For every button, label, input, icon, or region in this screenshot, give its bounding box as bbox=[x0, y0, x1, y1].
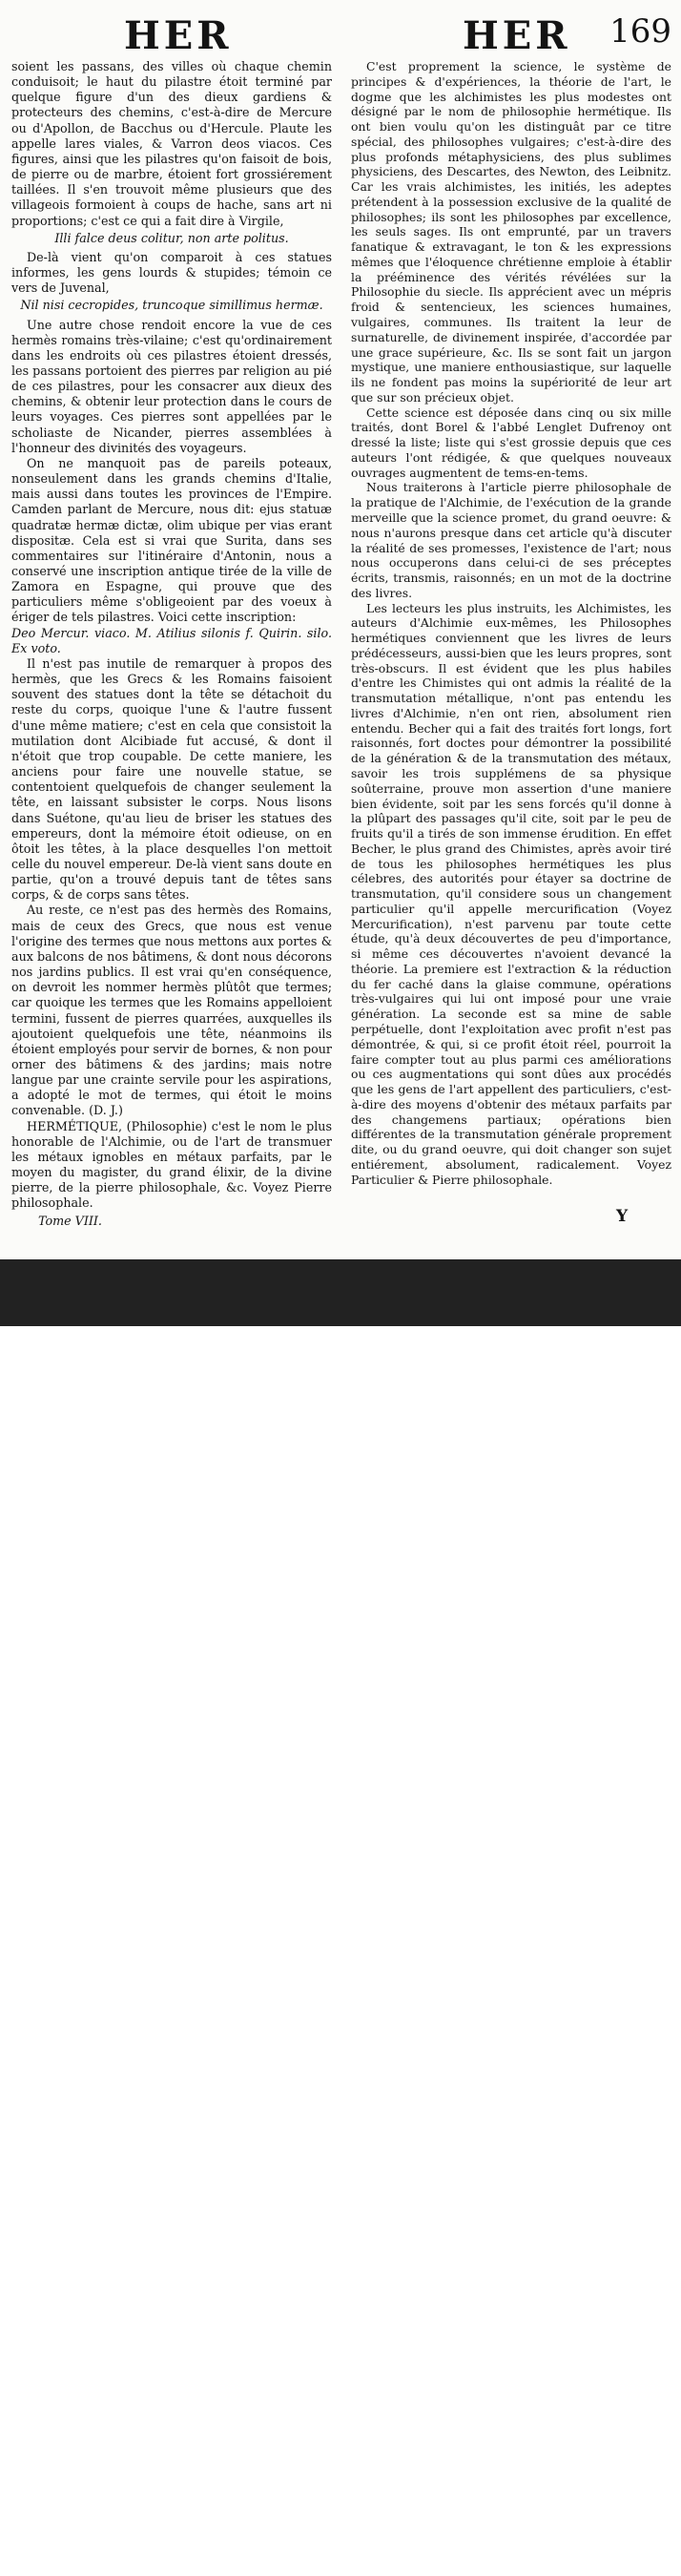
watermark-bar bbox=[0, 1259, 681, 2576]
running-head-right: HER bbox=[463, 13, 571, 58]
paragraph: De-là vient qu'on comparoit à ces statues informes, les gens lourds & stupides; témoin ce vers de Juvenal, bbox=[11, 249, 332, 296]
book-page bbox=[0, 0, 681, 1259]
paragraph: Les lecteurs les plus instruits, les Alchimistes, les auteurs d'Alchimie eux-mêmes, les Philosophes hermétiques conviennent que les livres de leurs prédécesseurs, aussi-bien que les leurs propres, sont très-obscurs. Il est évident que les plus habiles d'entre les Chimistes qui ont admis la réalité de la transmutation métallique, n'ont pas entendu les livres d'Alchimie, n'en ont rien, absolument rien entendu. Becher qui a fait des traités fort longs, fort raisonnés, fort doctes pour démontrer la possibilité de la génération & de la transmutation des métaux, savoir les trois supplémens de sa physique soûterraine, prouve mon assertion d'une maniere bien évidente, soit par les sens forcés qu'il donne à la plûpart des passages qu'il cite, soit par le peu de fruits qu'il a tirés de son immense érudition. En effet Becher, le plus grand des Chimistes, après avoir tiré de tous les philosophes hermétiques les plus célebres, des autorités pour étayer sa doctrine de transmutation, qu'il considere sous un changement particulier qu'il appelle mercurification (Voyez Mercurification), n'est parvenu par toute cette étude, qu'à deux découvertes de peu d'importance, si même ces découvertes n'avoient devancé la théorie. La premiere est l'extraction & la réduction du fer caché dans la glaise commune, opérations très-vulgaires qui lui ont imposé pour une vraie génération. La seconde est sa mine de sable perpétuelle, dont l'exploitation avec profit n'est pas démontrée, & qui, si ce profit étoit réel, pourroit la faire compter tout au plus parmi ces améliorations ou ces augmentations qui sont dûes aux procédés que les gens de l'art appellent des particuliers, c'est-à-dire des moyens d'obtenir des métaux parfaits par des changemens partiaux; opérations bien différentes de la transmutation générale proprement dite, ou du grand oeuvre, qui doit changer son sujet entiérement, absolument, radicalement. Voyez Particulier & Pierre philosophale. bbox=[351, 600, 671, 1187]
running-head-left: HER bbox=[124, 13, 233, 58]
watermark-url: www.alamy.com bbox=[554, 2559, 670, 2576]
paragraph: C'est proprement la science, le système de principes & d'expériences, la théorie de l'art, le dogme que les alchimistes les plus modestes ont désigné par le nom de philosophie hermétique. Ils ont bien voulu qu'on les distinguât par ce titre spécial, des philosophes vulgaires; c'est-à-dire des plus profonds métaphysiciens, des plus sublimes physiciens, des Descartes, des Newton, des Leibnitz. Car les vrais alchimistes, les initiés, les adeptes prétendent à la possession exclusive de la qualité de philosophes; ils sont les philosophes par excellence, les seuls sages. Ils ont emprunté, par un travers fanatique & extravagant, le ton & les expressions mêmes que l'éloquence chrétienne emploie à établir la prééminence des vérités révélées sur la Philosophie du siecle. Ils apprécient avec un mépris froid & sentencieux, les sciences humaines, vulgaires, communes. Ils traitent la leur de surnaturelle, de divinement inspirée, d'accordée par une grace supérieure, &c. Ils se sont fait un jargon mystique, une maniere enthousiastique, sur laquelle ils ne fondent pas moins la supériorité de leur art que sur son précieux objet. bbox=[351, 59, 671, 405]
paragraph: Il n'est pas inutile de remarquer à propos des hermès, que les Grecs & les Romains faisoient souvent des statues dont la tête se détachoit du reste du corps, quoique l'une & l'autre fussent d'une même matiere; c'est en cela que consistoit la mutilation dont Alcibiade fut accusé, & dont il n'étoit que trop coupable. De cette maniere, les anciens pour faire une nouvelle statue, se contentoient quelquefois de changer seulement la tête, en laissant subsister le corps. Nous lisons dans Suétone, qu'au lieu de briser les statues des empereurs, dont la mémoire étoit odieuse, on en ôtoit les têtes, à la place desquelles l'on mettoit celle du nouvel empereur. De-là vient sans doute en partie, qu'on a trouvé depuis tant de têtes sans corps, & de corps sans têtes. bbox=[11, 655, 332, 903]
inscription: Deo Mercur. viaco. M. Atilius silonis f. Quirin. silo. Ex voto. bbox=[11, 625, 332, 655]
paragraph: Nous traiterons à l'article pierre philosophale de la pratique de l'Alchimie, de l'exécution de la grande merveille que la science promet, du grand oeuvre: & nous n'aurons presque dans cet article qu'à discuter la réalité de ses promesses, l'existence de l'art; nous nous occuperons dans celui-ci de ses préceptes écrits, transmis, raisonnés; en un mot de la doctrine des livres. bbox=[351, 480, 671, 600]
entry-hermetique: HERMÉTIQUE, (Philosophie) c'est le nom le plus honorable de l'Alchimie, ou de l'art de transmuer les métaux ignobles en métaux parfaits, par le moyen du magister, du grand élixir, de la divine pierre, de la pierre philosophale, &c. Voyez Pierre philosophale. bbox=[11, 1118, 332, 1211]
volume-label: Tome VIII. bbox=[38, 1213, 102, 1228]
right-column bbox=[351, 59, 671, 1187]
page-number: 169 bbox=[609, 12, 671, 51]
quotation: Nil nisi cecropides, truncoque simillimus hermæ. bbox=[20, 298, 323, 313]
left-column bbox=[11, 59, 332, 1229]
paragraph: On ne manquoit pas de pareils poteaux, nonseulement dans les grands chemins d'Italie, mais aussi dans toutes les provinces de l'Empire. Camden parlant de Mercure, nous dit: ejus statuæ quadratæ hermæ dictæ, olim ubique per vias erant dispositæ. Cela est si vrai que Surita, dans ses commentaires sur l'itinéraire d'Antonin, nous a conservé une inscription antique tirée de la ville de Zamora en Espagne, qui prouve que des particuliers même s'obligeoient par des voeux à ériger de tels pilastres. Voici cette inscription: bbox=[11, 455, 332, 625]
paragraph: Une autre chose rendoit encore la vue de ces hermès romains très-vilaine; c'est qu'ordinairement dans les endroits où ces pilastres étoient dressés, les passans portoient des pierres par religion au pié de ces pilastres, pour les consacrer aux dieux des chemins, & obtenir leur protection dans le cours de leurs voyages. Ces pierres sont appellées par le scholiaste de Nicander, pierres assemblées à l'honneur des divinités des voyageurs. bbox=[11, 317, 332, 455]
watermark-logo: alamy bbox=[21, 2520, 151, 2564]
signature-mark: Y bbox=[616, 1207, 629, 1226]
paragraph: soient les passans, des villes où chaque chemin conduisoit; le haut du pilastre étoit terminé par quelque figure d'un des dieux gardiens & protecteurs des chemins, c'est-à-dire de Mercure ou d'Apollon, de Bacchus ou d'Hercule. Plaute les appelle lares viales, & Varron deos viacos. Ces figures, ainsi que les pilastres qu'on faisoit de bois, de pierre ou de marbre, étoient fort grossiérement taillées. Il s'en trouvoit même plusieurs que des villageois formoient à coups de hache, sans art ni proportions; c'est ce qui a fait dire à Virgile, bbox=[11, 59, 332, 228]
quotation: Illi falce deus colitur, non arte politus. bbox=[54, 230, 289, 245]
image-id: J8BFDG bbox=[582, 2530, 670, 2554]
paragraph: Au reste, ce n'est pas des hermès des Romains, mais de ceux des Grecs, que nous est venue l'origine des termes que nous mettons aux portes & aux balcons de nos bâtimens, & dont nous décorons nos jardins publics. Il est vrai qu'en conséquence, on devroit les nommer hermès plûtôt que termes; car quoique les termes que les Romains appelloient termini, fussent de pierres quarrées, auxquelles ils ajoutoient quelquefois une tête, néanmoins ils étoient employés pour servir de bornes, & non pour orner des bâtimens & des jardins; mais notre langue par une crainte servile pour les aspirations, a adopté le mot de termes, qui étoit le moins convenable. (D. J.) bbox=[11, 903, 332, 1118]
paragraph: Cette science est déposée dans cinq ou six mille traités, dont Borel & l'abbé Lenglet Dufrenoy ont dressé la liste; liste qui s'est grossie depuis que ces auteurs l'ont rédigée, & que quelques nouveaux ouvrages augmentent de tems-en-tems. bbox=[351, 405, 671, 480]
